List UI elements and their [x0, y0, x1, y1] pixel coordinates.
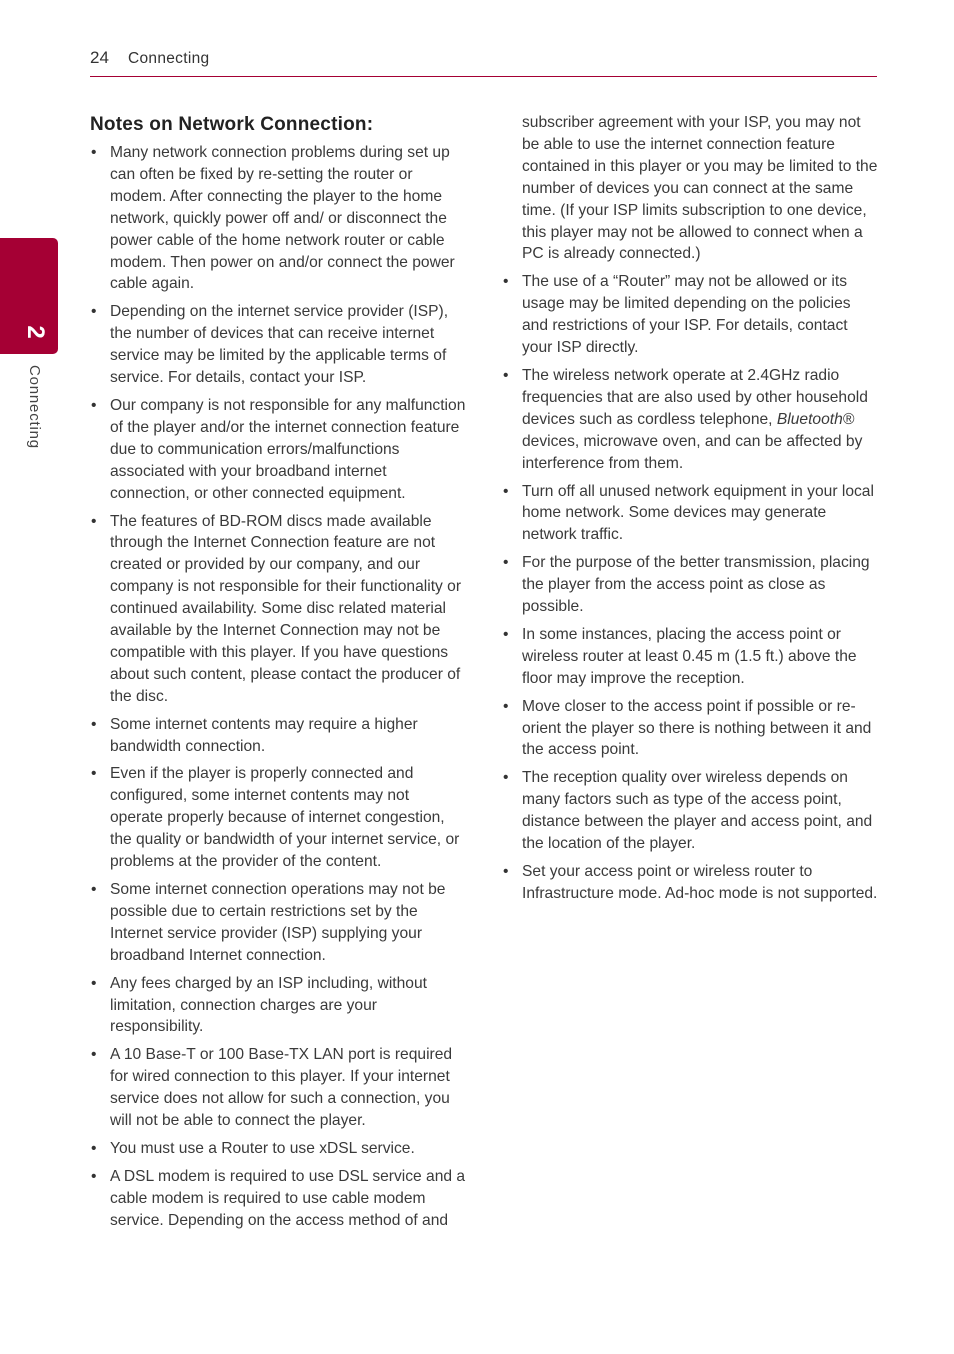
list-item: • Set your access point or wireless router to Infrastructure mode. Ad-hoc mode is not supported.: [502, 861, 878, 905]
notes-list-left: [90, 142, 466, 1232]
list-item: • For the purpose of the better transmission, placing the player from the access point as close as possible.: [502, 552, 878, 618]
list-item: • You must use a Router to use xDSL service.: [90, 1138, 466, 1160]
list-item: • A 10 Base-T or 100 Base-TX LAN port is required for wired connection to this player. If your internet service does not allow for such a connection, you will not be able to connect the player.: [90, 1044, 466, 1132]
list-item: • Some internet connection operations may not be possible due to certain restrictions set by the Internet service provider (ISP) supplying your broadband Internet connection.: [90, 879, 466, 967]
list-item: • The reception quality over wireless depends on many factors such as type of the access point, distance between the player and access point, and the location of the player.: [502, 767, 878, 855]
list-item: • The features of BD-ROM discs made available through the Internet Connection feature are not created or provided by our company, and our company is not responsible for their functionality or continued availability. Some disc related material available by the Internet Connection may not be compatible with this player. If you have questions about such content, please contact the producer of the disc.: [90, 511, 466, 708]
page-number: 24: [90, 48, 109, 67]
right-column: [502, 112, 878, 911]
list-item: • Our company is not responsible for any malfunction of the player and/or the internet connection feature due to communication errors/malfunctions associated with your broadband internet connection, or other connected equipment.: [90, 395, 466, 505]
chapter-title: Connecting: [128, 50, 210, 67]
chapter-tab-number: 2: [22, 325, 49, 339]
chapter-tab: [0, 238, 58, 354]
bluetooth-brand: Bluetooth®: [776, 410, 855, 428]
list-item: • Some internet contents may require a higher bandwidth connection.: [90, 714, 466, 758]
list-item-wireless: [502, 365, 878, 475]
list-item-continued: subscriber agreement with your ISP, you may not be able to use the internet connection feature contained in this player or you may be limited to the number of devices you can connect at the same time. (If your ISP limits subscription to one device, this player may not be allowed to connect when a PC is already connected.): [522, 114, 878, 263]
chapter-tab-label: Connecting: [26, 365, 43, 449]
wireless-text: The wireless network operate at 2.4GHz radio frequencies that are also used by other household devices such as cordless telephone,: [522, 366, 868, 428]
wireless-text-end: devices, microwave oven, and can be affected by interference from them.: [522, 432, 863, 472]
list-item: • The use of a “Router” may not be allowed or its usage may be limited depending on the policies and restrictions of your ISP. For details, contact your ISP directly.: [502, 271, 878, 359]
list-item: • In some instances, placing the access point or wireless router at least 0.45 m (1.5 ft.) above the floor may improve the reception.: [502, 624, 878, 690]
list-item: • Many network connection problems during set up can often be fixed by re-setting the router or modem. After connecting the player to the home network, quickly power off and/ or disconnect the power cable of the home network router or cable modem. Then power on and/or connect the power cable again.: [90, 142, 466, 295]
page-header: [90, 46, 877, 77]
list-item: • Any fees charged by an ISP including, without limitation, connection charges are your responsibility.: [90, 973, 466, 1039]
notes-list-right: [502, 112, 878, 905]
list-item: • Move closer to the access point if possible or re-orient the player so there is nothing between it and the access point.: [502, 696, 878, 762]
left-column: [90, 110, 466, 1238]
list-item: • Depending on the internet service provider (ISP), the number of devices that can receive internet service may be limited by the applicable terms of service. For details, contact your ISP.: [90, 301, 466, 389]
list-item: • A DSL modem is required to use DSL service and a cable modem is required to use cable modem service. Depending on the access method of and: [90, 1166, 466, 1232]
section-title: Notes on Network Connection:: [90, 114, 374, 135]
list-item: • Even if the player is properly connected and configured, some internet contents may not operate properly because of internet congestion, the quality or bandwidth of your internet service, or problems at the provider of the content.: [90, 763, 466, 873]
list-item: • Turn off all unused network equipment in your local home network. Some devices may generate network traffic.: [502, 481, 878, 547]
